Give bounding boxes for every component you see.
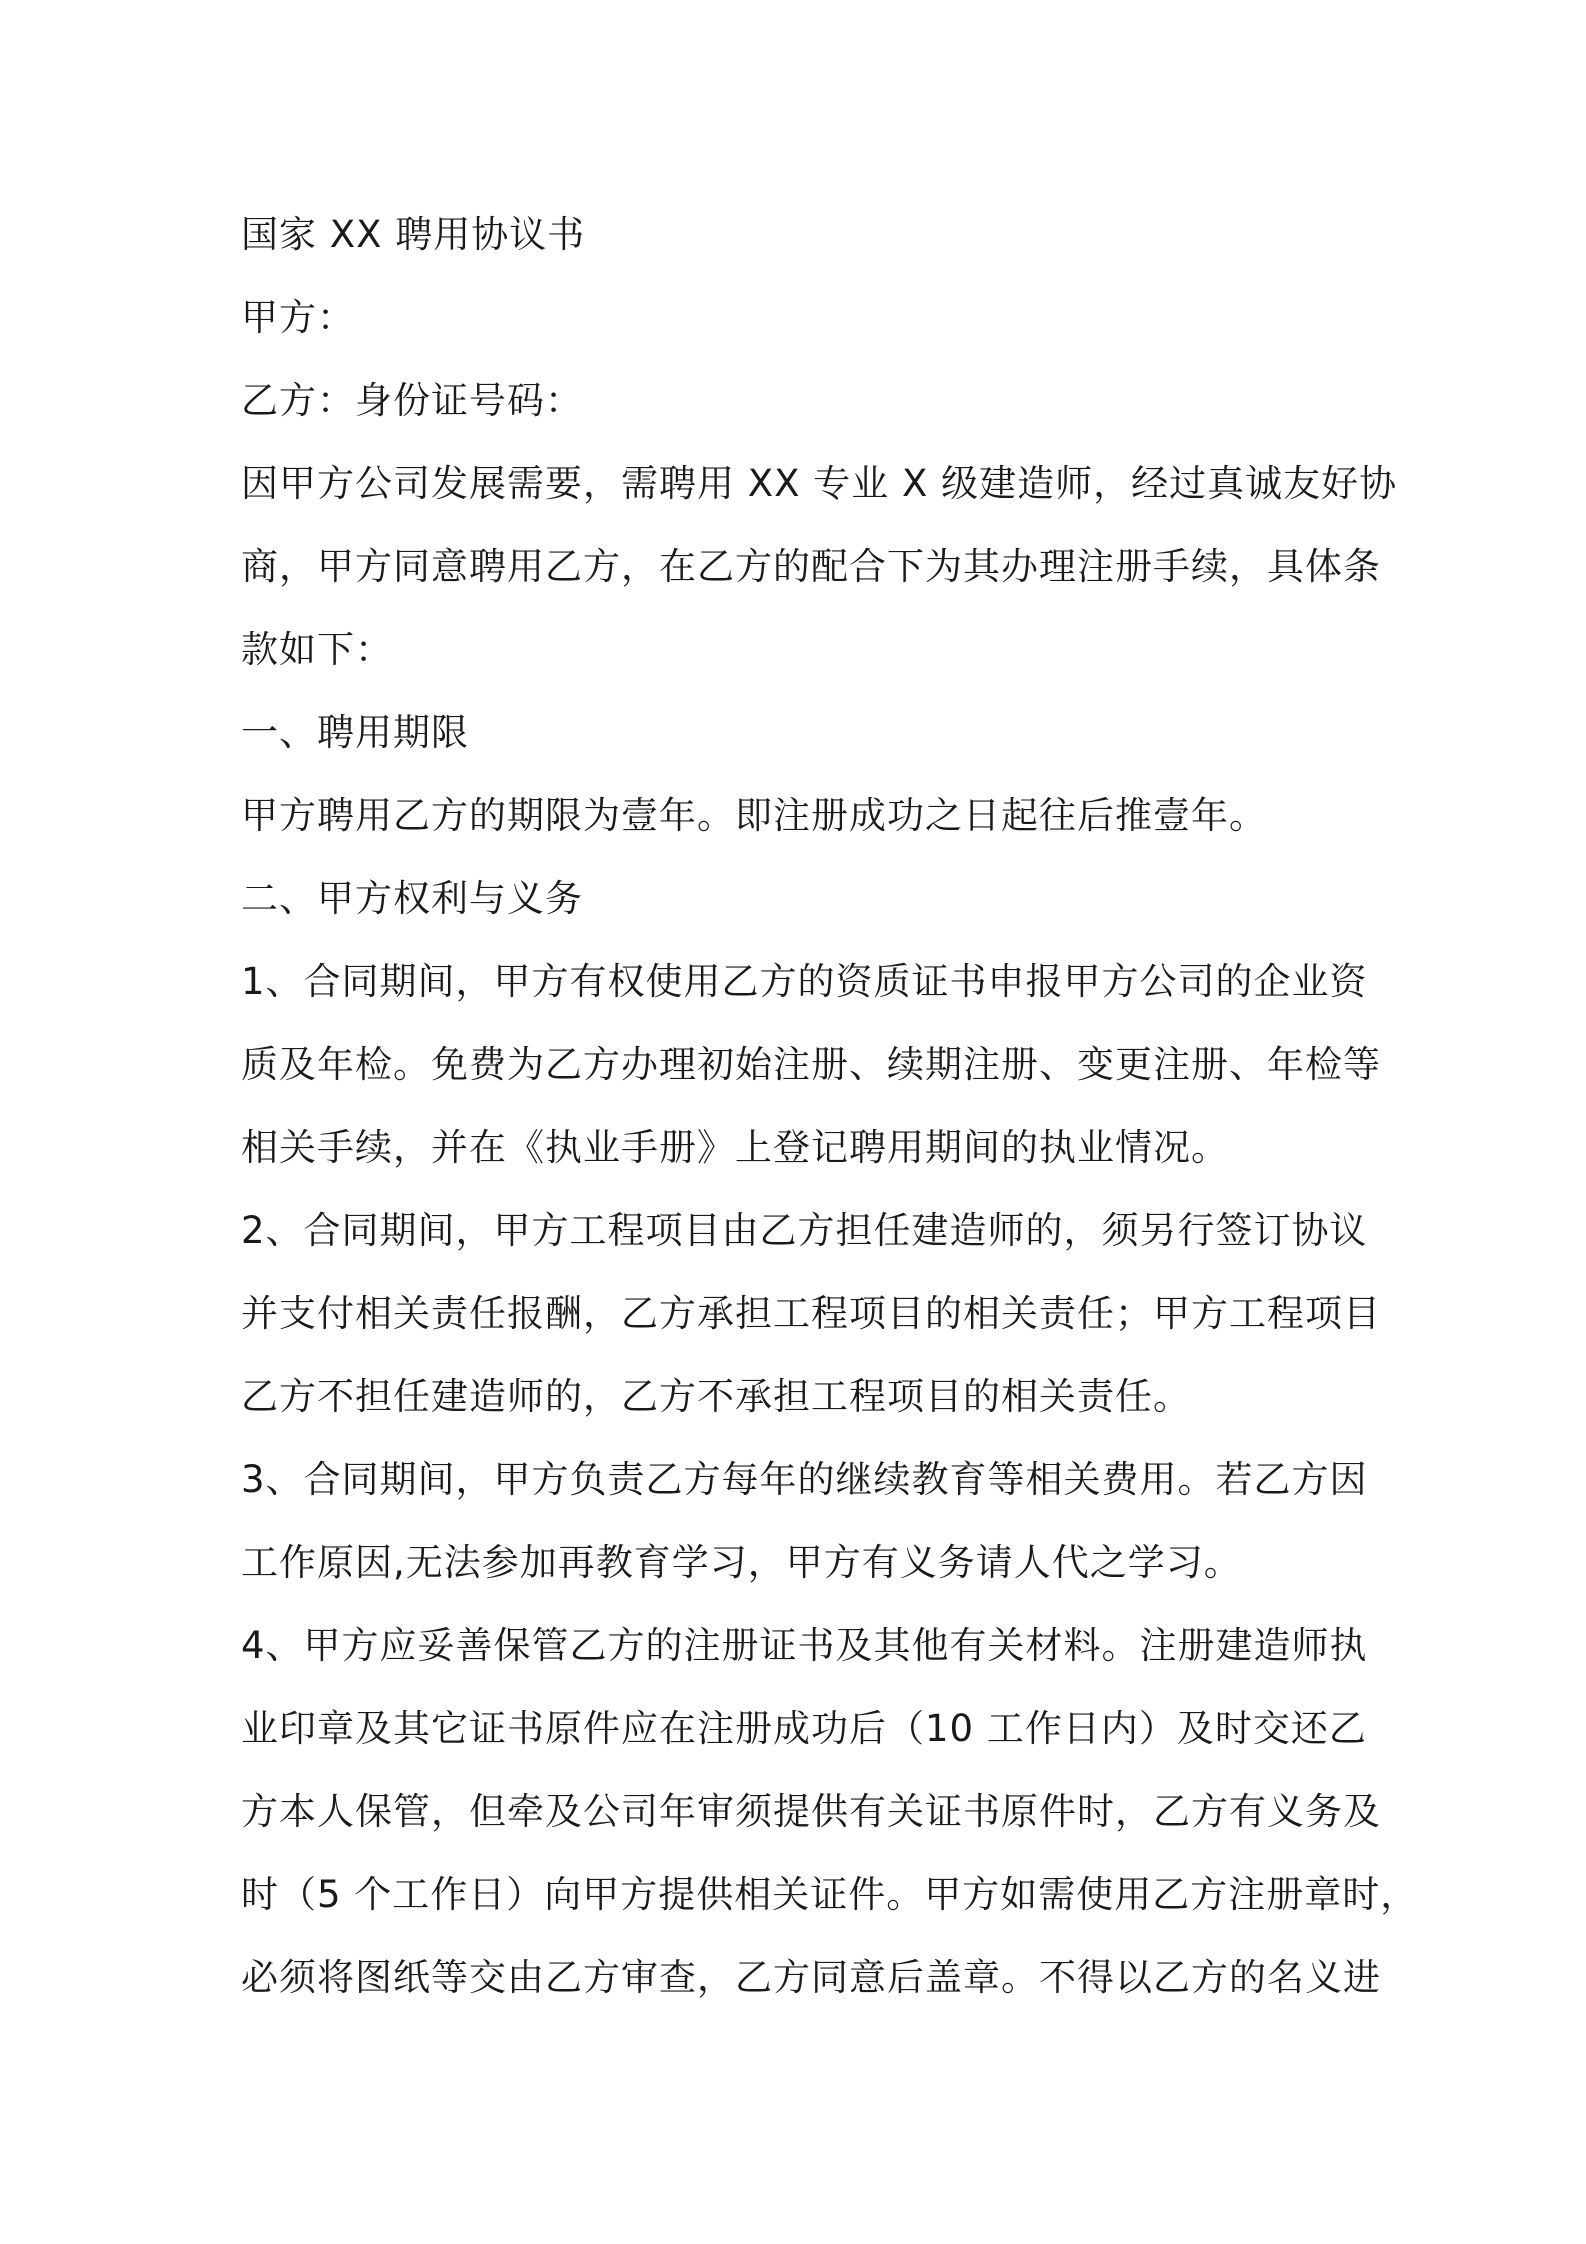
clause-line: 方本人保管，但牵及公司年审须提供有关证书原件时，乙方有义务及 [241,1790,1381,1833]
clause-line: 1、合同期间，甲方有权使用乙方的资质证书申报甲方公司的企业资 [241,960,1368,1003]
clause-line: 并支付相关责任报酬，乙方承担工程项目的相关责任；甲方工程项目 [241,1292,1381,1335]
clause-line: 3、合同期间，甲方负责乙方每年的继续教育等相关费用。若乙方因 [241,1458,1368,1501]
clause-1 [241,940,1381,1189]
document-title: 国家 XX 聘用协议书 [241,213,586,256]
section2-heading: 二、甲方权利与义务 [241,877,583,920]
clause-line: 业印章及其它证书原件应在注册成功后（10 工作日内）及时交还乙 [241,1707,1367,1750]
clause-line: 4、甲方应妥善保管乙方的注册证书及其他有关材料。注册建造师执 [241,1624,1368,1667]
party-a-line: 甲方： [241,296,355,339]
section1-heading: 一、聘用期限 [241,711,469,754]
intro-paragraph [241,442,1398,691]
intro-line: 商，甲方同意聘用乙方，在乙方的配合下为其办理注册手续，具体条 [241,545,1381,588]
party-b-line: 乙方：身份证号码： [241,379,583,422]
document-body [241,193,1419,2019]
intro-line: 款如下： [241,628,393,671]
clause-line: 2、合同期间，甲方工程项目由乙方担任建造师的，须另行签订协议 [241,1209,1368,1252]
clause-line: 时（5 个工作日）向甲方提供相关证件。甲方如需使用乙方注册章时， [241,1873,1419,1916]
clause-2 [241,1189,1381,1438]
clause-4 [241,1604,1419,2019]
clause-3 [241,1438,1368,1604]
intro-line: 因甲方公司发展需要，需聘用 XX 专业 X 级建造师，经过真诚友好协 [241,462,1398,505]
clause-line: 质及年检。免费为乙方办理初始注册、续期注册、变更注册、年检等 [241,1043,1381,1086]
clause-line: 相关手续，并在《执业手册》上登记聘用期间的执业情况。 [241,1126,1229,1169]
clause-line: 工作原因,无法参加再教育学习，甲方有义务请人代之学习。 [241,1541,1242,1584]
clause-line: 乙方不担任建造师的，乙方不承担工程项目的相关责任。 [241,1375,1191,1418]
clause-line: 必须将图纸等交由乙方审查，乙方同意后盖章。不得以乙方的名义进 [241,1956,1381,1999]
section1-text: 甲方聘用乙方的期限为壹年。即注册成功之日起往后推壹年。 [241,794,1267,837]
